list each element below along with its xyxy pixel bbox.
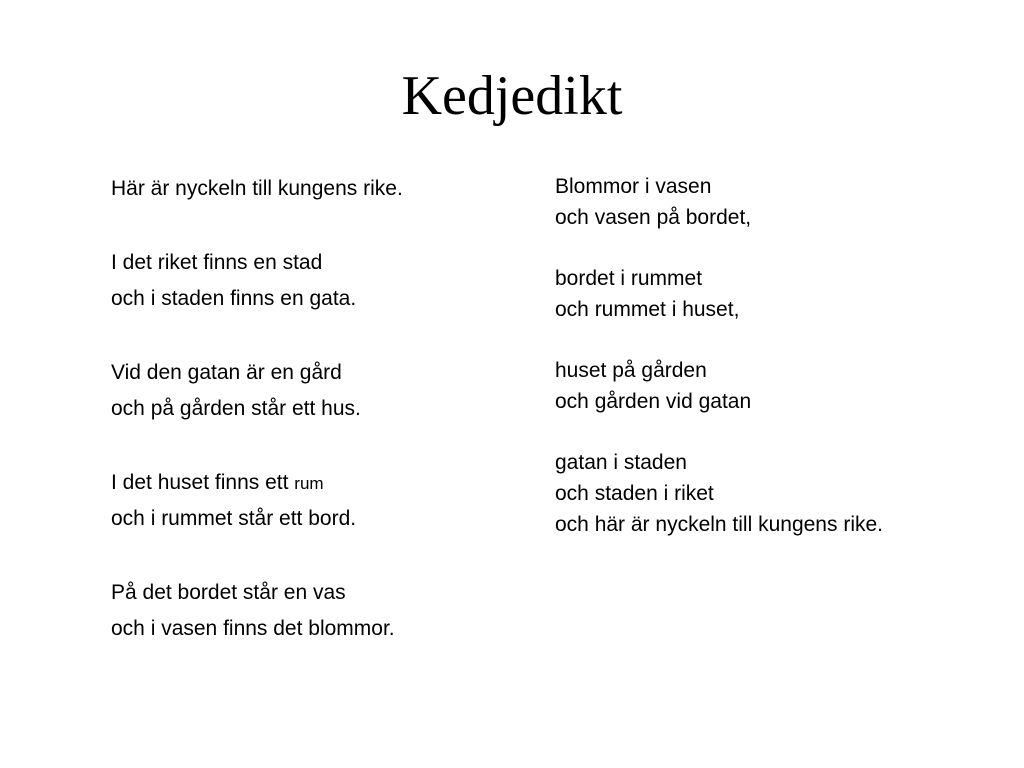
poem-line: På det bordet står en vas [111,581,346,604]
poem-line: och på gården står ett hus. [111,397,361,420]
poem-line: och i rummet står ett bord. [111,507,357,530]
poem-line: och i vasen finns det blommor. [111,617,395,640]
stanza-gap [111,207,531,245]
poem-line-text: I det huset finns ett [111,471,289,494]
poem-line: Blommor i vasen [555,175,712,198]
poem-line: och här är nyckeln till kungens rike. [555,513,883,536]
stanza-gap [111,317,531,355]
stanza-gap [111,427,531,465]
stanza-gap [555,325,1005,355]
poem-line: Vid den gatan är en gård [111,361,342,384]
slide-title: Kedjedikt [401,65,623,127]
stanza-gap [555,233,1005,263]
poem-line: och gården vid gatan [555,390,752,413]
poem-line: och vasen på bordet, [555,206,752,229]
poem-left-column [111,171,531,647]
stanza-gap [111,537,531,575]
poem-line: I det riket finns en stad [111,251,323,274]
stanza-gap [555,417,1005,447]
poem-small-word: rum [294,474,324,493]
poem-line: och staden i riket [555,482,714,505]
poem-line: och rummet i huset, [555,298,740,321]
poem-line [111,465,531,501]
poem-line: huset på gården [555,359,707,382]
poem-right-column [555,171,1005,540]
poem-line: bordet i rummet [555,267,703,290]
poem-line: gatan i staden [555,451,687,474]
poem-line: och i staden finns en gata. [111,287,357,310]
poem-line: Här är nyckeln till kungens rike. [111,177,403,200]
